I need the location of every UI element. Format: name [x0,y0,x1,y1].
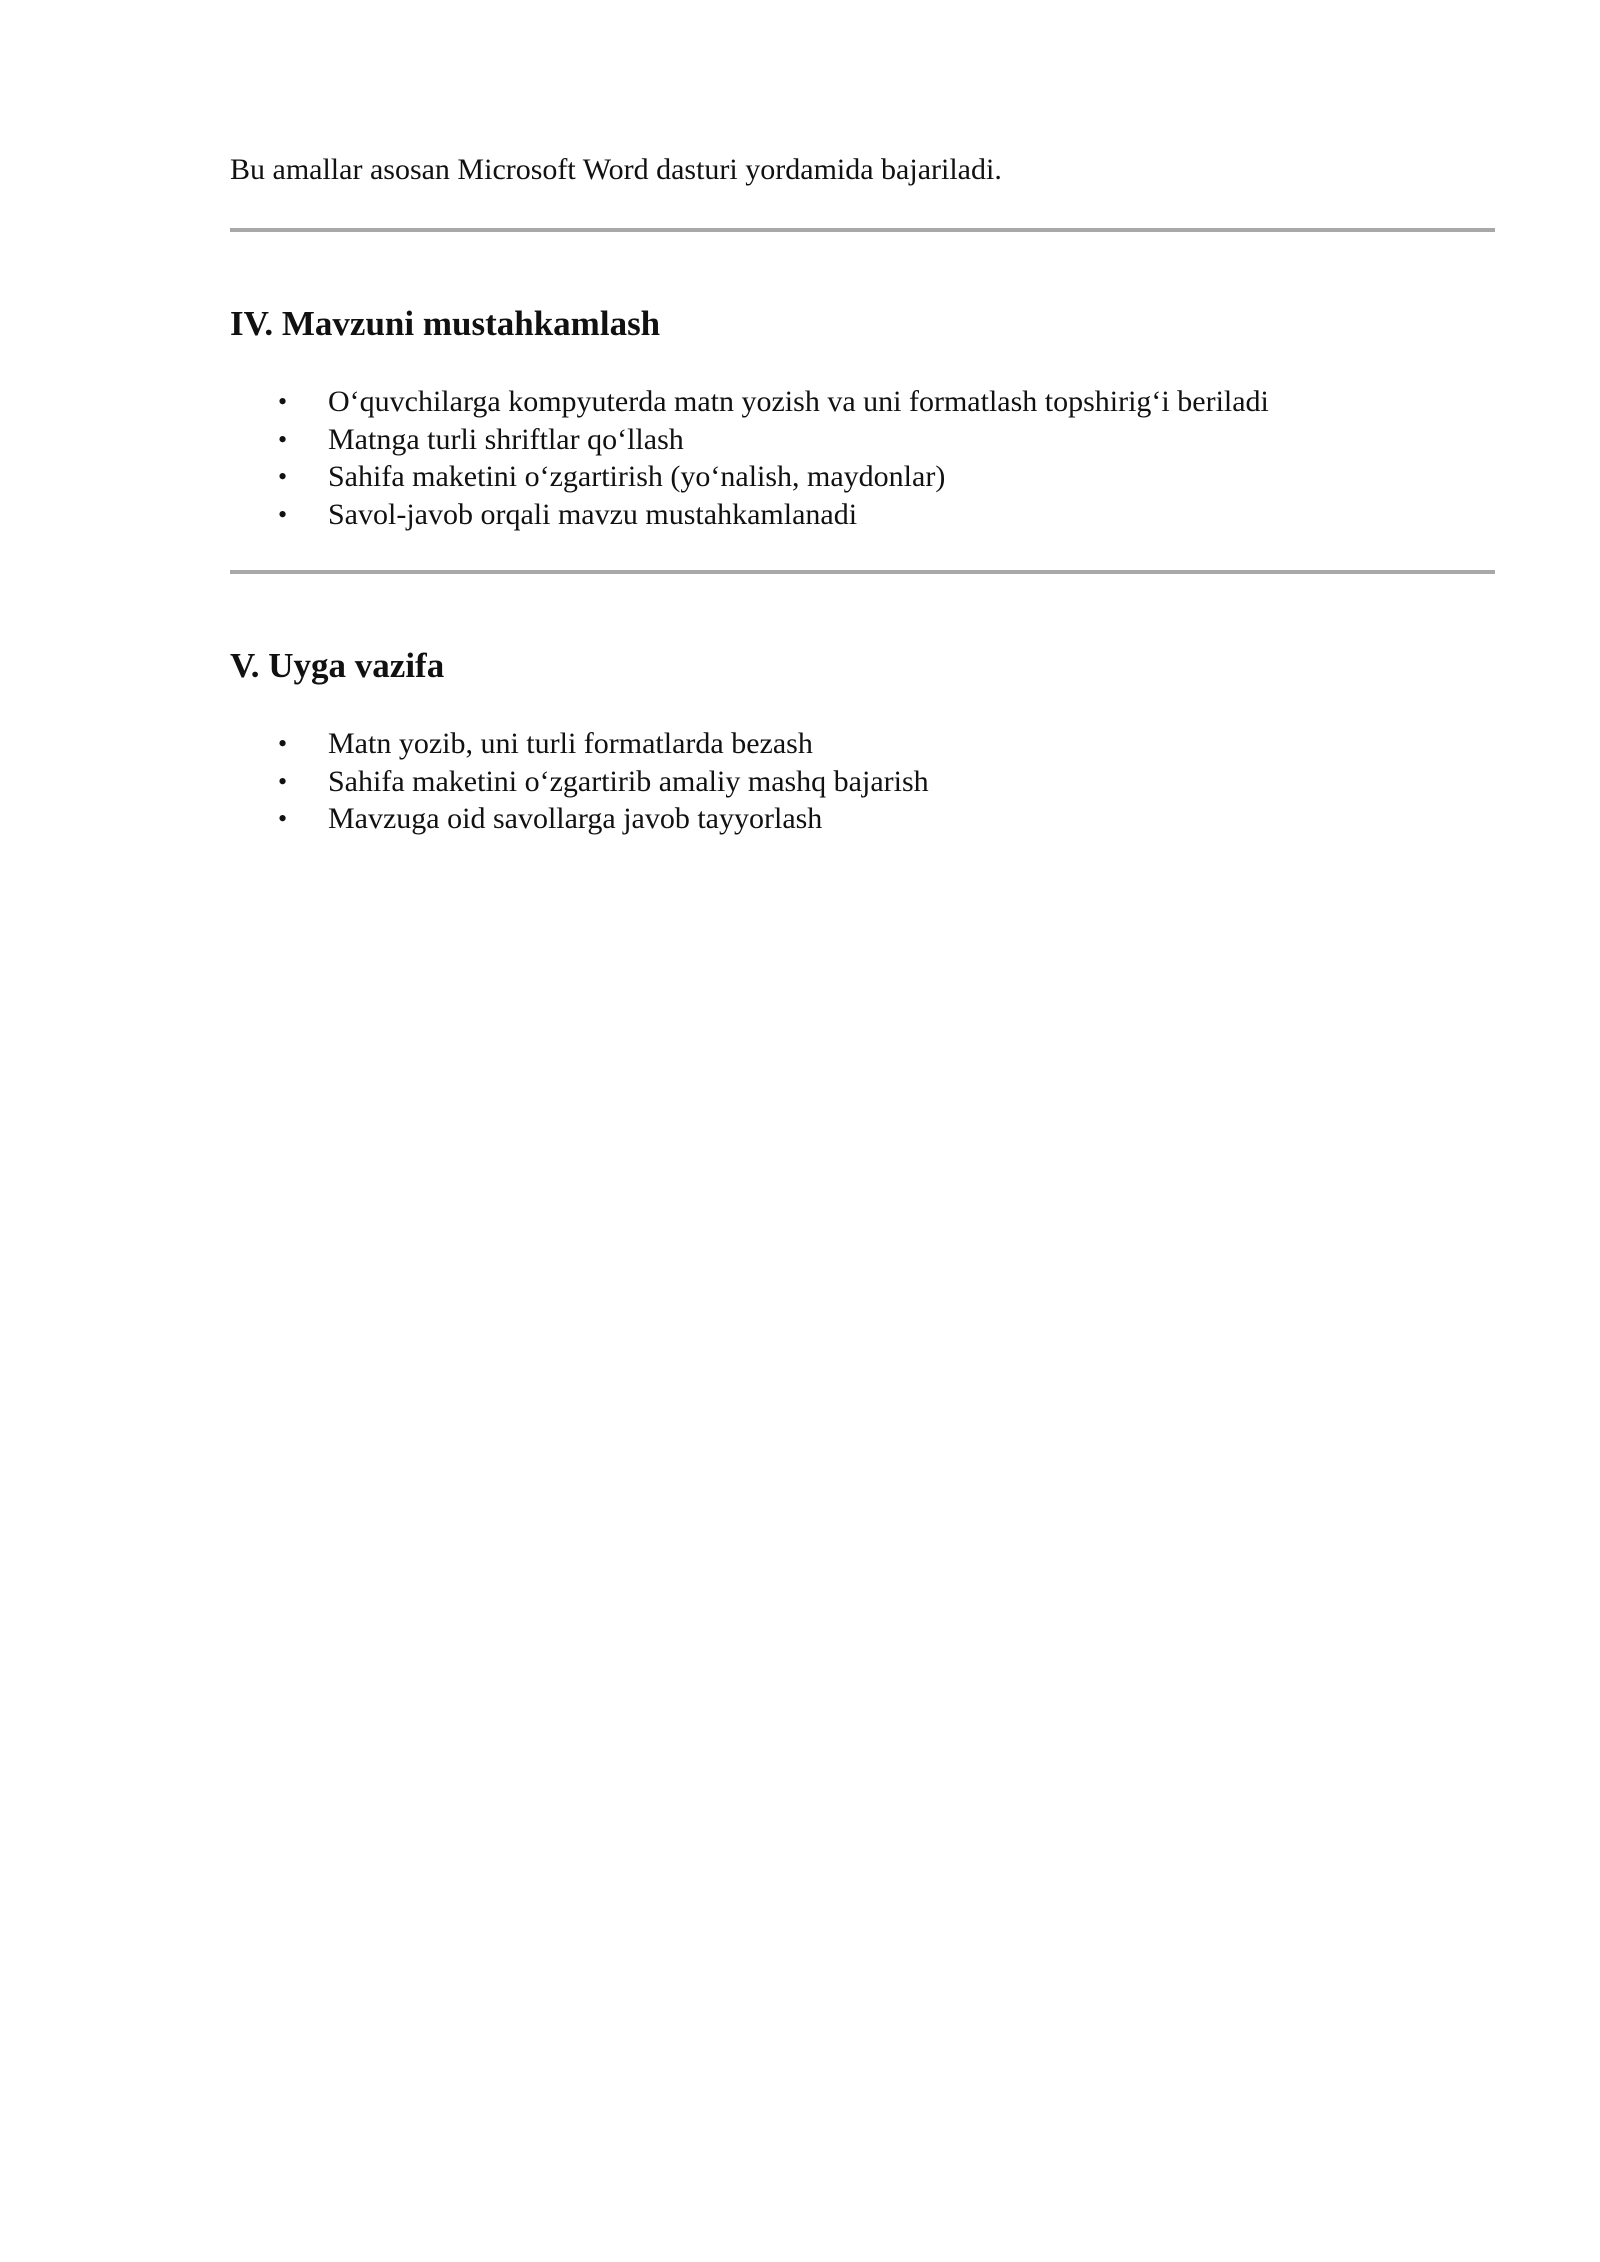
list-item-text: Matn yozib, uni turli formatlarda bezash [328,727,813,760]
reinforcement-list [230,383,1269,533]
list-item-text: Mavzuga oid savollarga javob tayyorlash [328,802,823,835]
bullet-icon: • [278,462,288,491]
homework-list [230,725,929,838]
list-item [230,458,1269,496]
bullet-icon: • [278,387,288,416]
horizontal-rule [230,228,1495,232]
list-item [230,763,929,801]
list-item [230,725,929,763]
list-item-text: Sahifa maketini o‘zgartirish (yo‘nalish, maydonlar) [328,460,946,493]
bullet-icon: • [278,804,288,833]
bullet-icon: • [278,424,288,454]
list-item-text: O‘quvchilarga kompyuterda matn yozish va uni formatlash topshirig‘i beriladi [328,385,1269,418]
list-item [230,800,929,838]
list-item [230,383,1269,421]
section-heading-reinforcement: IV. Mavzuni mustahkamlash [230,304,661,343]
list-item-text: Matnga turli shriftlar qo‘llash [328,422,684,456]
list-item-text: Savol-javob orqali mavzu mustahkamlanadi [328,497,858,531]
bullet-icon: • [278,766,288,796]
section-heading-homework: V. Uyga vazifa [230,646,445,685]
bullet-icon: • [278,499,288,529]
list-item-text: Sahifa maketini o‘zgartirib amaliy mashq bajarish [328,764,929,798]
intro-paragraph: Bu amallar asosan Microsoft Word dasturi yordamida bajariladi. [230,153,1002,186]
list-item [230,421,1269,459]
bullet-icon: • [278,729,288,758]
list-item [230,496,1269,534]
horizontal-rule [230,570,1495,574]
